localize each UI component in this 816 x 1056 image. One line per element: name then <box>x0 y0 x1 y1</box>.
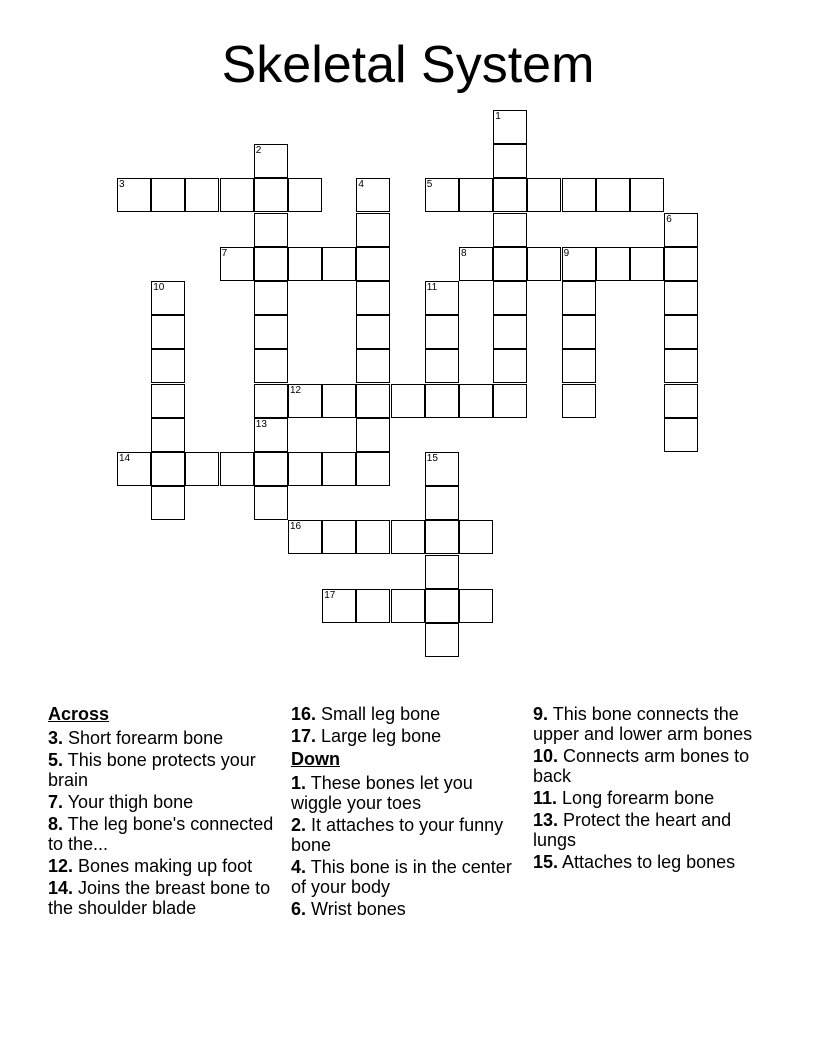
grid-cell[interactable] <box>425 555 459 589</box>
grid-cell[interactable] <box>493 349 527 383</box>
grid-cell[interactable] <box>664 418 698 452</box>
page-title: Skeletal System <box>221 36 595 94</box>
grid-cell[interactable] <box>425 452 459 486</box>
grid-cell[interactable] <box>151 178 185 212</box>
grid-cell[interactable] <box>562 178 596 212</box>
grid-cell[interactable] <box>425 623 459 657</box>
grid-cell[interactable] <box>459 384 493 418</box>
grid-cell[interactable] <box>254 213 288 247</box>
grid-cell[interactable] <box>254 281 288 315</box>
grid-cell[interactable] <box>151 281 185 315</box>
grid-cell[interactable] <box>185 178 219 212</box>
grid-cell[interactable] <box>254 144 288 178</box>
grid-cell[interactable] <box>425 520 459 554</box>
cell-number: 11 <box>426 282 438 293</box>
grid-cell[interactable] <box>425 178 459 212</box>
grid-cell[interactable] <box>493 315 527 349</box>
grid-cell[interactable] <box>459 589 493 623</box>
clue-column-1 <box>48 704 278 920</box>
grid-cell[interactable] <box>356 213 390 247</box>
clue-column-3 <box>533 704 773 874</box>
grid-cell[interactable] <box>391 384 425 418</box>
cell-number: 6 <box>666 213 672 225</box>
grid-cell[interactable] <box>356 281 390 315</box>
grid-cell[interactable] <box>630 178 664 212</box>
clue-column-2 <box>291 704 516 921</box>
grid-cell[interactable] <box>664 281 698 315</box>
cell-number: 10 <box>153 282 165 293</box>
crossword-grid <box>117 110 699 658</box>
clue-down-10: 10. Connects arm bones to back <box>533 746 750 786</box>
grid-cell[interactable] <box>596 247 630 281</box>
grid-cell[interactable] <box>288 178 322 212</box>
grid-cell[interactable] <box>288 384 322 418</box>
grid-cell[interactable] <box>664 213 698 247</box>
cell-number: 13 <box>255 418 267 430</box>
clue-across-16: 16. Small leg bone <box>291 704 441 724</box>
clue-down-1: 1. These bones let you wiggle your toes <box>291 773 473 813</box>
clue-down-13: 13. Protect the heart and lungs <box>533 810 732 850</box>
grid-cell[interactable] <box>356 349 390 383</box>
grid-cell[interactable] <box>220 452 254 486</box>
grid-cell[interactable] <box>322 384 356 418</box>
clue-across-12: 12. Bones making up foot <box>48 856 253 876</box>
grid-cell[interactable] <box>562 349 596 383</box>
grid-cell[interactable] <box>425 384 459 418</box>
grid-cell[interactable] <box>356 178 390 212</box>
grid-cell[interactable] <box>254 418 288 452</box>
clue-across-14: 14. Joins the breast bone to the shoulder blade <box>48 878 271 918</box>
clue-down-11: 11. Long forearm bone <box>533 788 715 808</box>
cell-number: 1 <box>495 111 501 122</box>
grid-cell[interactable] <box>459 178 493 212</box>
grid-cell[interactable] <box>117 452 151 486</box>
grid-cell[interactable] <box>151 418 185 452</box>
grid-cell[interactable] <box>322 520 356 554</box>
cell-number: 17 <box>324 589 336 601</box>
grid-cell[interactable] <box>596 178 630 212</box>
cell-number: 8 <box>461 247 467 259</box>
down-heading: Down <box>291 749 340 769</box>
grid-cell[interactable] <box>288 520 322 554</box>
grid-cell[interactable] <box>527 247 561 281</box>
grid-cell[interactable] <box>630 247 664 281</box>
grid-cell[interactable] <box>288 452 322 486</box>
grid-cell[interactable] <box>493 247 527 281</box>
grid-cell[interactable] <box>151 384 185 418</box>
grid-cell[interactable] <box>117 178 151 212</box>
grid-cell[interactable] <box>562 384 596 418</box>
grid-cell[interactable] <box>459 520 493 554</box>
grid-cell[interactable] <box>151 452 185 486</box>
grid-cell[interactable] <box>151 486 185 520</box>
grid-cell[interactable] <box>254 486 288 520</box>
grid-cell[interactable] <box>493 178 527 212</box>
grid-cell[interactable] <box>493 110 527 144</box>
grid-cell[interactable] <box>562 247 596 281</box>
grid-cell[interactable] <box>664 384 698 418</box>
grid-cell[interactable] <box>425 486 459 520</box>
grid-cell[interactable] <box>356 520 390 554</box>
grid-cell[interactable] <box>322 452 356 486</box>
grid-cell[interactable] <box>391 520 425 554</box>
clue-down-4: 4. This bone is in the center of your body <box>291 857 512 897</box>
grid-cell[interactable] <box>254 384 288 418</box>
grid-cell[interactable] <box>664 315 698 349</box>
grid-cell[interactable] <box>493 281 527 315</box>
cell-number: 3 <box>119 179 125 191</box>
grid-cell[interactable] <box>356 452 390 486</box>
grid-cell[interactable] <box>425 281 459 315</box>
grid-cell[interactable] <box>562 315 596 349</box>
grid-cell[interactable] <box>254 315 288 349</box>
clue-across-8: 8. The leg bone's connected to the... <box>48 814 274 854</box>
grid-cell[interactable] <box>664 247 698 281</box>
cell-number: 7 <box>221 247 228 259</box>
across-heading: Across <box>48 704 110 724</box>
cell-number: 4 <box>358 179 364 191</box>
grid-cell[interactable] <box>493 144 527 178</box>
cell-number: 5 <box>426 179 433 191</box>
grid-cell[interactable] <box>527 178 561 212</box>
grid-cell[interactable] <box>391 589 425 623</box>
grid-cell[interactable] <box>356 315 390 349</box>
grid-cell[interactable] <box>493 384 527 418</box>
grid-cell[interactable] <box>151 315 185 349</box>
grid-cell[interactable] <box>356 589 390 623</box>
cell-number: 12 <box>290 384 302 396</box>
clue-down-6: 6. Wrist bones <box>291 899 406 919</box>
clue-down-2: 2. It attaches to your funny bone <box>291 815 504 855</box>
grid-cell[interactable] <box>185 452 219 486</box>
cell-number: 9 <box>563 247 570 259</box>
grid-cell[interactable] <box>356 384 390 418</box>
grid-cell[interactable] <box>254 247 288 281</box>
grid-cell[interactable] <box>356 418 390 452</box>
grid-cell[interactable] <box>288 247 322 281</box>
clue-across-17: 17. Large leg bone <box>291 726 442 746</box>
grid-cell[interactable] <box>356 247 390 281</box>
grid-cell[interactable] <box>425 315 459 349</box>
grid-cell[interactable] <box>220 178 254 212</box>
grid-cell[interactable] <box>493 213 527 247</box>
grid-cell[interactable] <box>459 247 493 281</box>
grid-cell[interactable] <box>254 178 288 212</box>
cell-number: 2 <box>255 145 262 157</box>
clue-across-5: 5. This bone protects your brain <box>48 750 256 790</box>
grid-cell[interactable] <box>220 247 254 281</box>
cell-number: 15 <box>426 453 438 464</box>
grid-cell[interactable] <box>322 247 356 281</box>
grid-cell[interactable] <box>562 281 596 315</box>
grid-cell[interactable] <box>425 589 459 623</box>
clue-across-7: 7. Your thigh bone <box>48 792 194 812</box>
grid-cell[interactable] <box>664 349 698 383</box>
cell-number: 14 <box>119 453 131 464</box>
grid-cell[interactable] <box>254 349 288 383</box>
clue-down-15: 15. Attaches to leg bones <box>533 852 736 872</box>
grid-cell[interactable] <box>254 452 288 486</box>
clue-across-3: 3. Short forearm bone <box>48 728 224 748</box>
grid-cell[interactable] <box>151 349 185 383</box>
grid-cell[interactable] <box>322 589 356 623</box>
grid-cell[interactable] <box>425 349 459 383</box>
clue-down-9: 9. This bone connects the upper and lower arm bones <box>533 704 753 744</box>
cell-number: 16 <box>290 521 302 533</box>
